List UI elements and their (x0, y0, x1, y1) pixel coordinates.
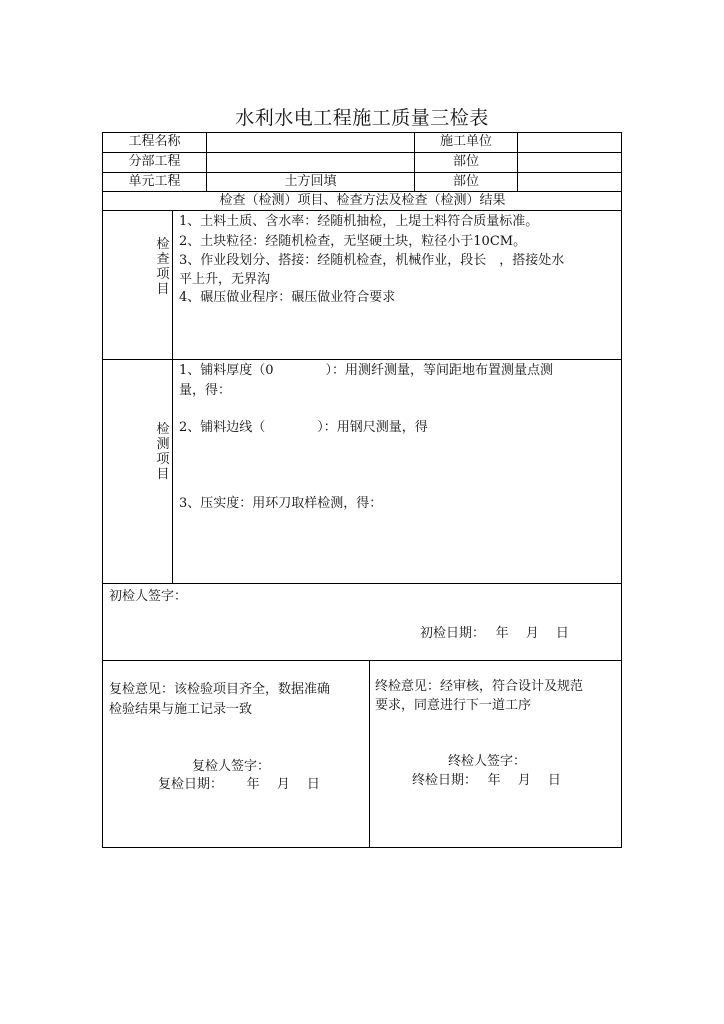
inspection-item-1: 1、土料土质、含水率：经随机抽检，上堤土料符合质量标准。 (179, 214, 539, 229)
inspection-label: 检查项目 (156, 237, 170, 297)
re-check-date: 复检日期： 年 月 日 (158, 777, 320, 792)
inspection-item-3: 3、作业段划分、搭接：经随机检查，机械作业，段长 ，搭接处水 (179, 253, 565, 268)
project-name-value[interactable] (207, 133, 414, 151)
section-heading: 检查（检测）项目、检查方法及检查（检测）结果 (219, 193, 506, 208)
re-check-signature-label: 复检人签字： (192, 759, 271, 774)
re-check-opinion-cont: 检验结果与施工记录一致 (109, 702, 253, 717)
first-check-date: 初检日期： 年 月 日 (420, 626, 569, 641)
testing-item-1: 1、铺料厚度（0 ）：用测纤测量，等间距地布置测量点测 (179, 363, 554, 378)
inspection-item-2: 2、土块粒径：经随机检查，无坚硬土块，粒径小于10CM。 (179, 234, 527, 249)
part-label: 部位 (452, 154, 479, 169)
divider (102, 660, 622, 661)
unit-project-value: 土方回填 (284, 174, 337, 189)
inspection-item-4: 4、碾压做业程序：碾压做业符合要求 (179, 290, 396, 305)
final-check-opinion: 终检意见：经审核，符合设计及规范 (375, 679, 584, 694)
divider (102, 583, 622, 584)
project-name-label: 工程名称 (128, 134, 181, 149)
part-label-2: 部位 (452, 174, 479, 189)
testing-label: 检测项目 (156, 422, 170, 482)
divider (369, 660, 370, 848)
final-check-signature-label: 终检人签字： (448, 754, 527, 769)
unit-project-label: 单元工程 (128, 174, 181, 189)
final-check-date: 终检日期： 年 月 日 (412, 773, 561, 788)
construction-unit-label: 施工单位 (439, 134, 492, 149)
sub-project-value[interactable] (207, 153, 414, 171)
inspection-item-3-cont: 平上升，无界沟 (179, 272, 271, 287)
divider (172, 210, 173, 583)
re-check-opinion: 复检意见：该检验项目齐全，数据准确 (109, 682, 331, 697)
page-title: 水利水电工程施工质量三检表 (235, 107, 489, 129)
part-value[interactable] (518, 153, 621, 171)
testing-item-2: 2、铺料边线（ ）：用钢尺测量，得 (179, 420, 428, 435)
final-check-opinion-cont: 要求，同意进行下一道工序 (375, 698, 532, 713)
sub-project-label: 分部工程 (128, 154, 181, 169)
testing-item-1-cont: 量，得： (179, 383, 232, 398)
divider (102, 359, 622, 360)
first-check-signature-label: 初检人签字： (109, 589, 188, 604)
testing-item-3: 3、压实度：用环刀取样检测，得： (179, 496, 383, 511)
divider (102, 210, 622, 211)
construction-unit-value[interactable] (518, 133, 621, 151)
part-value-2[interactable] (518, 173, 621, 191)
